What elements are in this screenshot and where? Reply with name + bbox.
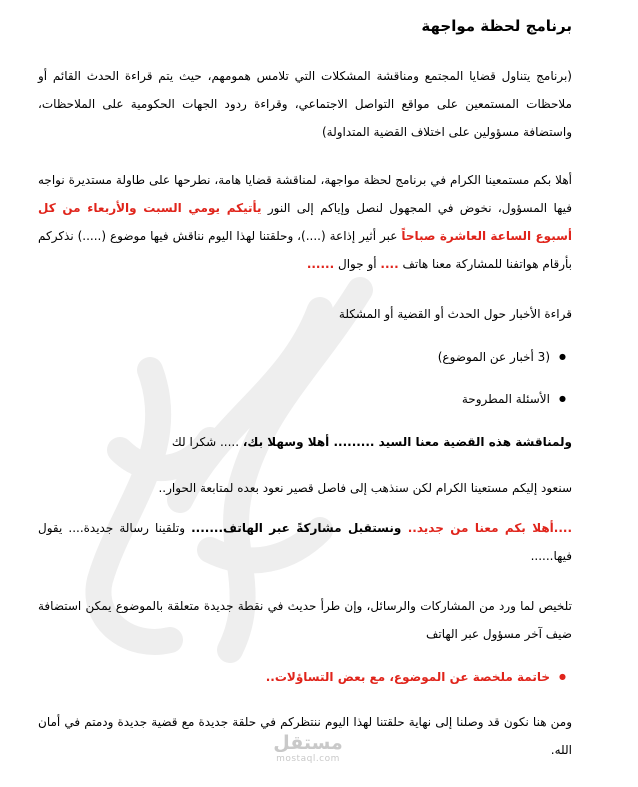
- farewell-paragraph: ومن هنا نكون قد وصلنا إلى نهاية حلقتنا لهذا اليوم ننتظركم في حلقة جديدة مع قضية جديدة ودمتم في أمان الله.: [38, 715, 572, 757]
- news-heading: قراءة الأخبار حول الحدث أو القضية أو المشكلة: [338, 307, 572, 321]
- guest-intro: ولمناقشة هذه القضية معنا السيد ......... أهلا وسهلا بك،: [242, 435, 572, 449]
- news-bullets: [38, 343, 572, 413]
- return-paragraph: [38, 514, 572, 570]
- broadcast-schedule: يأتيكم يومي السبت والأربعاء من كل أسبوع الساعة العاشرة صباحاً: [38, 201, 573, 243]
- list-item: ● خاتمة ملخصة عن الموضوع، مع بعض التساؤلات..: [38, 663, 572, 691]
- welcome-text-3: أو جوال: [334, 257, 381, 271]
- document-page: [38, 0, 572, 787]
- welcome-text-2: عبر أثير إذاعة (....)، وحلقتنا لهذا اليوم نناقش فيها موضوع (.....) نذكركم بأرقام هواتفنا للمشاركة معنا هاتف: [38, 229, 572, 271]
- mobile-placeholder: ......: [306, 257, 335, 271]
- phone-placeholder: ....: [380, 257, 399, 271]
- closing-bullets: [38, 663, 572, 691]
- thanks-text: ..... شكرا لك: [171, 435, 243, 449]
- welcome-text-1: أهلا بكم مستمعينا الكرام في برنامج لحظة مواجهة، لمناقشة قضايا هامة، نطرحها على طاولة مستديرة نواجه فيها المسؤول، نخوض في المجهول لنصل وإياكم إلى النور: [38, 173, 572, 215]
- welcome-paragraph: [38, 166, 572, 278]
- break-paragraph: سنعود إليكم مستعينا الكرام لكن سنذهب إلى فاصل قصير نعود بعده لمتابعة الحوار..: [158, 481, 572, 495]
- discussion-paragraph: [38, 428, 572, 456]
- intro-paragraph: (برنامج يتناول قضايا المجتمع ومناقشة المشكلات التي تلامس همومهم، حيث يتم قراءة الحدث القائم أو ملاحظات المستمعين على مواقع التواصل الاجتماعي، وقراءة ردود الجهات الحكومية على الملاحظات، واستضافة مسؤولين على اختلاف القضية المتداولة): [38, 69, 572, 139]
- page-title: برنامج لحظة مواجهة: [421, 17, 572, 35]
- welcome-back: ....أهلا بكم معنا من جديد..: [407, 521, 572, 535]
- call-intro: ونستقبل مشاركةً عبر الهاتف.......: [191, 521, 408, 535]
- summary-paragraph: تلخيص لما ورد من المشاركات والرسائل، وإن طرأ حديث في نقطة جديدة متعلقة بالموضوع يمكن استضافة ضيف آخر مسؤول عبر الهاتف: [38, 599, 572, 641]
- message-text: وتلقينا رسالة جديدة.... يقول فيها......: [38, 521, 572, 563]
- watermark-url: mostaql.com: [276, 754, 340, 764]
- list-item: ● (3 أخبار عن الموضوع): [38, 343, 572, 371]
- list-item: ● الأسئلة المطروحة: [38, 385, 572, 413]
- watermark-logo: مستقل: [273, 732, 343, 754]
